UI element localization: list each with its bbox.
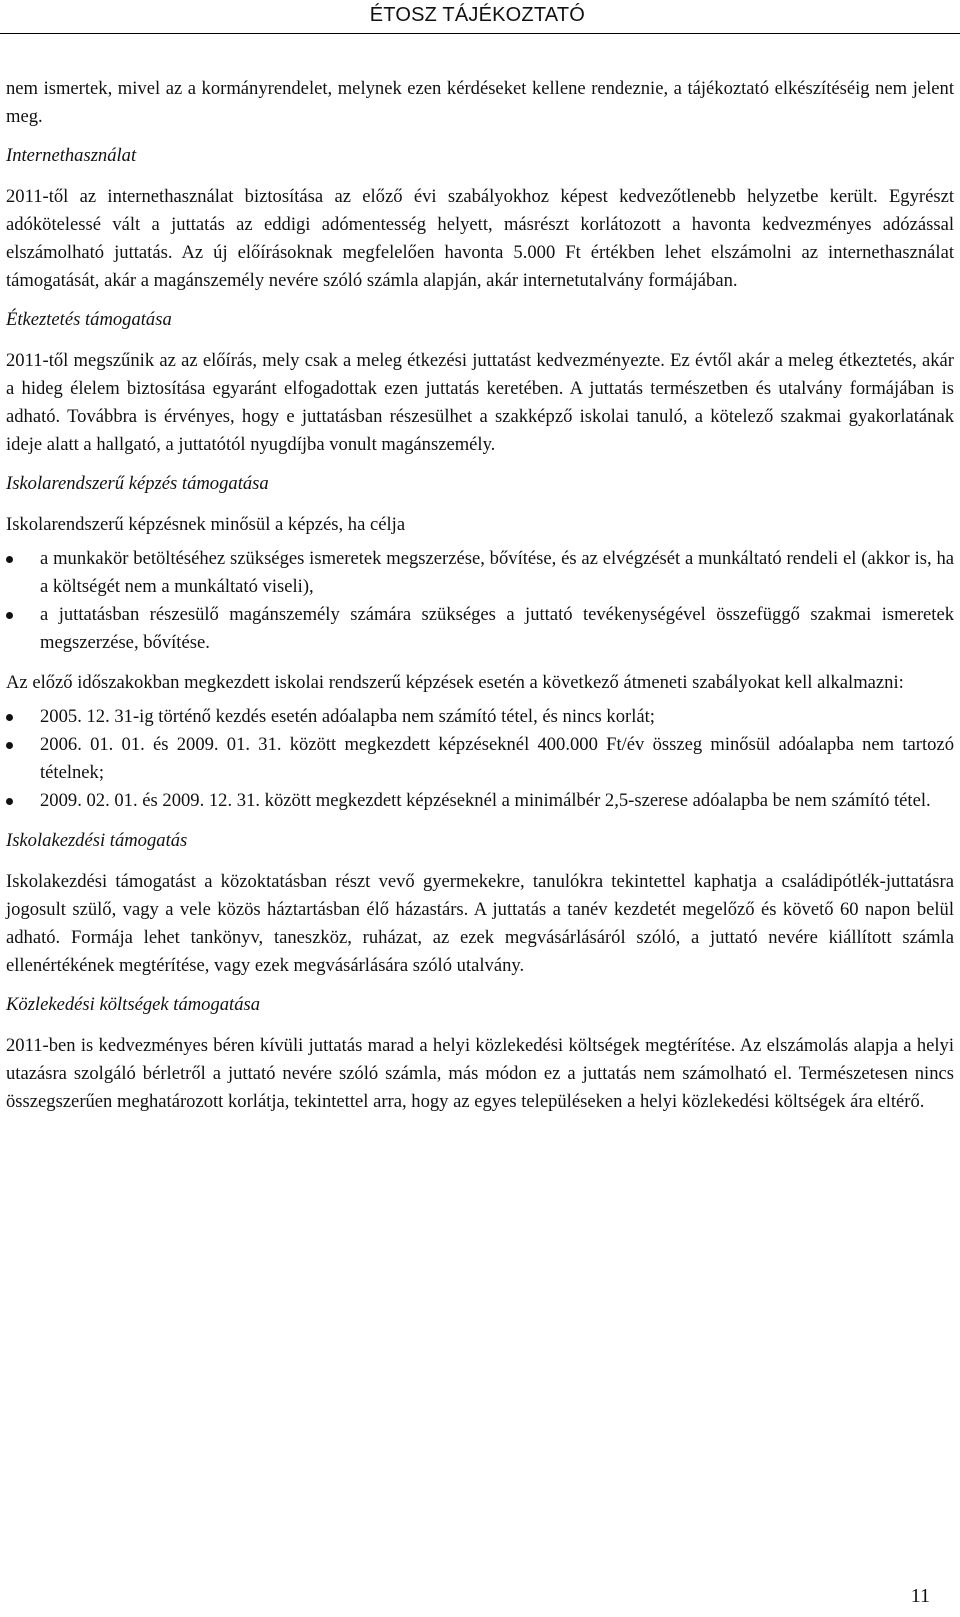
school-start-paragraph: Iskolakezdési támogatást a közoktatásban részt vevő gyermekekre, tanulókra tekintettel kaphatja a családipótlék-juttatásra jogosult szülő, vagy a vele közös háztartásban élő házastárs. A juttatás a tanév kezdetét megelőző és követő 60 napon belül adható. Formája lehet tankönyv, taneszköz, ruházat, az ezek megvásárlásáról szóló, a juttató nevére kiállított számla ellenértékének megtérítése, vagy ezek megvásárlására szóló utalvány. xyxy=(6,871,954,976)
list-item xyxy=(6,731,954,787)
transition-rules-list xyxy=(6,703,954,815)
page-header xyxy=(0,0,960,34)
bullet-icon xyxy=(6,556,13,563)
header-title: ÉTOSZ TÁJÉKOZTATÓ xyxy=(369,4,585,26)
bullet-icon xyxy=(6,714,13,721)
internet-paragraph: 2011-től az internethasználat biztosítása az előző évi szabályokhoz képest kedvezőtlenebb helyzetbe került. Egyrészt adókötelessé vált a juttatás az eddigi adómentesség helyett, másrészt korlátozott a havonta kedvezményes adózással elszámolható juttatás. Az új előírásoknak megfelelően havonta 5.000 Ft értékben lehet elszámolni az internethasználat támogatását, akár a magánszemély nevére szóló számla alapján, akár internetutalvány formájában. xyxy=(6,186,954,291)
school-start-heading: Iskolakezdési támogatás xyxy=(6,830,188,851)
transition-rules-lead: Az előző időszakokban megkezdett iskolai rendszerű képzések esetén a következő átmeneti szabályokat kell alkalmazni: xyxy=(6,672,904,693)
list-item xyxy=(6,545,954,601)
intro-paragraph: nem ismertek, mivel az a kormányrendelet, melynek ezen kérdéseket kellene rendeznie, a tájékoztató elkészítéséig nem jelent meg. xyxy=(6,78,954,127)
document-body xyxy=(6,75,954,1127)
list-item xyxy=(6,787,954,815)
bullet-icon xyxy=(6,612,13,619)
meal-paragraph: 2011-től megszűnik az az előírás, mely csak a meleg étkezési juttatást kedvezményezte. Ez évtől akár a meleg étkeztetés, akár a hideg élelem biztosítása egyaránt elfogadottak ezen juttatás keretében. A juttatás természetben és utalvány formájában is adható. Továbbra is érvényes, hogy e juttatásban részesülhet a szakképző iskolai tanuló, a kötelező szakmai gyakorlatának ideje alatt a hallgató, a juttatótól nyugdíjba vonult magánszemély. xyxy=(6,350,954,455)
school-training-lead: Iskolarendszerű képzésnek minősül a képzés, ha célja xyxy=(6,514,406,535)
list-item-text: 2006. 01. 01. és 2009. 01. 31. között megkezdett képzéseknél 400.000 Ft/év összeg minősül adóalapba nem tartozó tételnek; xyxy=(40,734,954,783)
bullet-icon xyxy=(6,742,13,749)
page-number: 11 xyxy=(910,1585,930,1607)
bullet-icon xyxy=(6,798,13,805)
meal-heading: Étkeztetés támogatása xyxy=(6,309,172,330)
school-training-heading: Iskolarendszerű képzés támogatása xyxy=(6,473,269,494)
list-item-text: 2009. 02. 01. és 2009. 12. 31. között megkezdett képzéseknél a minimálbér 2,5-szerese adóalapba be nem számító tétel. xyxy=(40,790,931,811)
list-item-text: 2005. 12. 31-ig történő kezdés esetén adóalapba nem számító tétel, és nincs korlát; xyxy=(40,706,655,727)
school-training-list xyxy=(6,545,954,657)
transport-heading: Közlekedési költségek támogatása xyxy=(6,994,261,1015)
internet-heading: Internethasználat xyxy=(6,145,137,166)
list-item xyxy=(6,601,954,657)
list-item-text: a juttatásban részesülő magánszemély számára szükséges a juttató tevékenységével összefüggő szakmai ismeretek megszerzése, bővítése. xyxy=(40,604,954,653)
list-item-text: a munkakör betöltéséhez szükséges ismeretek megszerzése, bővítése, és az elvégzését a munkáltató rendeli el (akkor is, ha a költségét nem a munkáltató viseli), xyxy=(40,548,954,597)
list-item xyxy=(6,703,954,731)
transport-paragraph: 2011-ben is kedvezményes béren kívüli juttatás marad a helyi közlekedési költségek megtérítése. Az elszámolás alapja a helyi utazásra szolgáló bérletről a juttató nevére szóló számla, más módon ez a juttatás nem számolható el. Természetesen nincs összegszerűen meghatározott korlátja, tekintettel arra, hogy az egyes településeken a helyi közlekedési költségek ára eltérő. xyxy=(6,1035,954,1112)
